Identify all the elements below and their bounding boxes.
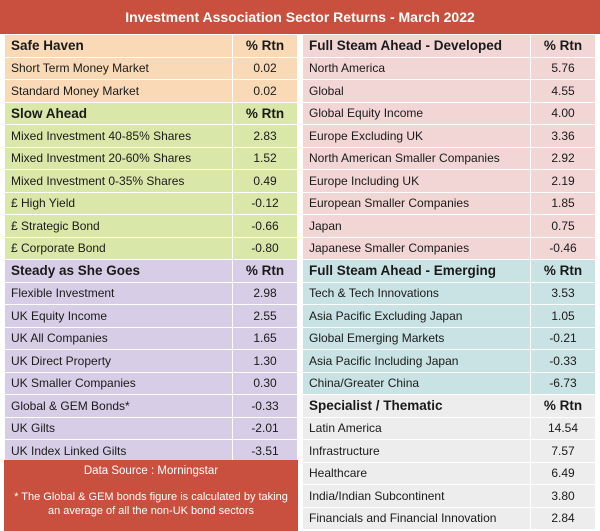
sector-name: £ High Yield [5, 192, 233, 215]
table-row [5, 215, 298, 238]
sector-name: Japanese Smaller Companies [303, 237, 531, 260]
sector-return-value: -0.12 [233, 192, 298, 215]
section-title: Full Steam Ahead - Developed [303, 35, 531, 58]
sector-name: Global Emerging Markets [303, 327, 531, 350]
left-column [4, 34, 298, 463]
sector-name: Mixed Investment 0-35% Shares [5, 170, 233, 193]
sector-return-value: 2.98 [233, 282, 298, 305]
sector-name: Japan [303, 215, 531, 238]
table-row [5, 282, 298, 305]
table-row [303, 102, 596, 125]
table-row [5, 417, 298, 440]
footer-note-box [4, 460, 298, 531]
sector-return-value: 3.53 [531, 282, 596, 305]
table-row [303, 440, 596, 463]
sector-name: Europe Including UK [303, 170, 531, 193]
sector-return-value: 6.49 [531, 462, 596, 485]
sector-name: European Smaller Companies [303, 192, 531, 215]
table-row [303, 80, 596, 103]
column-header-return: % Rtn [233, 102, 298, 125]
sector-name: China/Greater China [303, 372, 531, 395]
sector-name: Flexible Investment [5, 282, 233, 305]
section-title: Safe Haven [5, 35, 233, 58]
sector-return-value: 1.05 [531, 305, 596, 328]
sector-name: UK Equity Income [5, 305, 233, 328]
footnote-text: * The Global & GEM bonds figure is calculated by taking an average of all the non-UK bond sectors [14, 491, 288, 517]
table-row [5, 327, 298, 350]
sector-name: £ Strategic Bond [5, 215, 233, 238]
sector-name: UK Index Linked Gilts [5, 440, 233, 463]
right-column [302, 34, 596, 530]
table-row [303, 350, 596, 373]
table-row [5, 80, 298, 103]
table-row [303, 125, 596, 148]
table-row [303, 237, 596, 260]
sector-return-value: -0.66 [233, 215, 298, 238]
sector-name: Mixed Investment 40-85% Shares [5, 125, 233, 148]
sector-return-value: 2.92 [531, 147, 596, 170]
sector-return-value: 0.30 [233, 372, 298, 395]
sector-return-value: 5.76 [531, 57, 596, 80]
table-row [5, 395, 298, 418]
sector-return-value: 14.54 [531, 417, 596, 440]
left-sector-table [4, 34, 298, 463]
page-title: Investment Association Sector Returns - March 2022 [0, 0, 600, 34]
sector-name: Asia Pacific Excluding Japan [303, 305, 531, 328]
sector-name: Global [303, 80, 531, 103]
table-row [303, 372, 596, 395]
sector-name: Short Term Money Market [5, 57, 233, 80]
section-header-specialist [303, 395, 596, 418]
table-row [303, 305, 596, 328]
sector-name: Global Equity Income [303, 102, 531, 125]
sector-return-value: -0.21 [531, 327, 596, 350]
table-row [5, 350, 298, 373]
column-header-return: % Rtn [531, 395, 596, 418]
sector-return-value: -0.46 [531, 237, 596, 260]
sector-return-value: 1.65 [233, 327, 298, 350]
table-row [5, 147, 298, 170]
table-row [303, 417, 596, 440]
sector-name: Tech & Tech Innovations [303, 282, 531, 305]
sector-return-value: 2.84 [531, 507, 596, 530]
sector-name: Healthcare [303, 462, 531, 485]
sector-return-value: 1.85 [531, 192, 596, 215]
section-title: Full Steam Ahead - Emerging [303, 260, 531, 283]
sector-return-value: -0.80 [233, 237, 298, 260]
table-row [303, 282, 596, 305]
column-header-return: % Rtn [233, 35, 298, 58]
table-row [303, 215, 596, 238]
sector-name: Standard Money Market [5, 80, 233, 103]
sector-name: £ Corporate Bond [5, 237, 233, 260]
table-row [303, 57, 596, 80]
sector-return-value: 0.49 [233, 170, 298, 193]
table-row [303, 462, 596, 485]
section-header-developed [303, 35, 596, 58]
sector-name: Financials and Financial Innovation [303, 507, 531, 530]
sector-return-value: 3.80 [531, 485, 596, 508]
sector-return-value: 0.02 [233, 57, 298, 80]
table-row [5, 170, 298, 193]
sector-return-value: 2.19 [531, 170, 596, 193]
sector-return-value: -6.73 [531, 372, 596, 395]
sector-return-value: 7.57 [531, 440, 596, 463]
table-row [5, 192, 298, 215]
sector-name: UK Gilts [5, 417, 233, 440]
sector-name: UK All Companies [5, 327, 233, 350]
sector-return-value: -0.33 [233, 395, 298, 418]
sector-name: Latin America [303, 417, 531, 440]
sector-name: North American Smaller Companies [303, 147, 531, 170]
sector-return-value: -3.51 [233, 440, 298, 463]
table-row [303, 507, 596, 530]
sector-name: Mixed Investment 20-60% Shares [5, 147, 233, 170]
table-row [5, 57, 298, 80]
sector-return-value: -0.33 [531, 350, 596, 373]
right-sector-table [302, 34, 596, 530]
sector-return-value: 4.55 [531, 80, 596, 103]
table-row [5, 237, 298, 260]
sector-return-value: -2.01 [233, 417, 298, 440]
data-source-text: Data Source : Morningstar [83, 465, 219, 477]
column-header-return: % Rtn [233, 260, 298, 283]
sector-name: North America [303, 57, 531, 80]
sector-return-value: 4.00 [531, 102, 596, 125]
table-row [303, 170, 596, 193]
sector-name: Asia Pacific Including Japan [303, 350, 531, 373]
sector-name: UK Direct Property [5, 350, 233, 373]
section-header-slow_ahead [5, 102, 298, 125]
section-header-safe_haven [5, 35, 298, 58]
section-title: Specialist / Thematic [303, 395, 531, 418]
sector-name: Global & GEM Bonds* [5, 395, 233, 418]
table-row [5, 305, 298, 328]
sector-return-value: 0.02 [233, 80, 298, 103]
sector-name: Europe Excluding UK [303, 125, 531, 148]
section-title: Steady as She Goes [5, 260, 233, 283]
table-row [5, 372, 298, 395]
sector-name: UK Smaller Companies [5, 372, 233, 395]
column-header-return: % Rtn [531, 260, 596, 283]
table-row [303, 147, 596, 170]
sector-name: Infrastructure [303, 440, 531, 463]
column-header-return: % Rtn [531, 35, 596, 58]
section-title: Slow Ahead [5, 102, 233, 125]
sector-return-value: 1.52 [233, 147, 298, 170]
table-row [5, 440, 298, 463]
table-row [303, 192, 596, 215]
section-header-emerging [303, 260, 596, 283]
sector-return-value: 2.83 [233, 125, 298, 148]
sector-return-value: 2.55 [233, 305, 298, 328]
table-row [5, 125, 298, 148]
sector-return-value: 1.30 [233, 350, 298, 373]
sector-name: India/Indian Subcontinent [303, 485, 531, 508]
table-row [303, 327, 596, 350]
sector-return-value: 0.75 [531, 215, 596, 238]
sector-return-value: 3.36 [531, 125, 596, 148]
table-row [303, 485, 596, 508]
section-header-steady [5, 260, 298, 283]
